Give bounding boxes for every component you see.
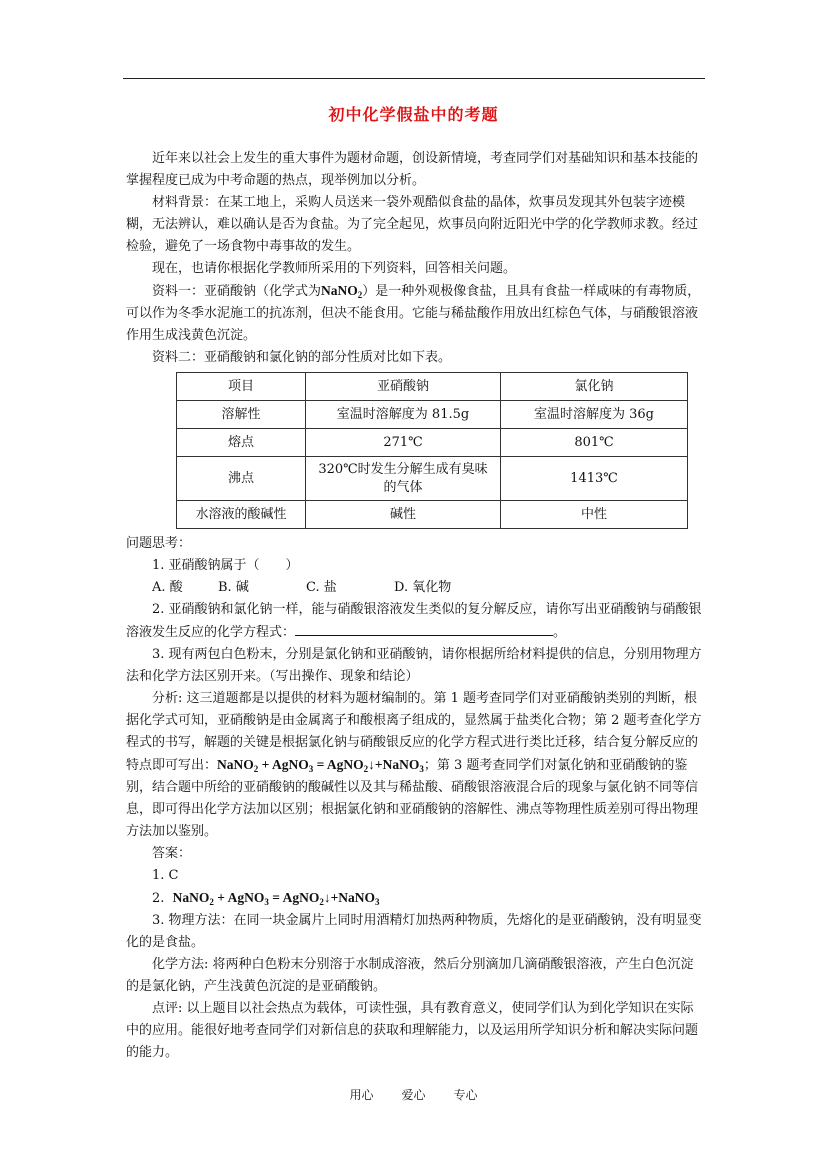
table-cell: 室温时溶解度为 36g — [501, 401, 688, 429]
comment-paragraph: 点评: 以上题目以社会热点为载体，可读性强，具有教育意义，使同学们认为到化学知识在实际中的应用。能很好地考查同学们对新信息的获取和理解能力，以及运用所学知识分析和解决实际问题的能力。 — [126, 1001, 699, 1060]
table-cell: 320℃时发生分解生成有臭味的气体 — [306, 457, 501, 501]
nano2-formula: NaNO$_2$ — [321, 283, 363, 300]
questions-heading: 问题思考： — [126, 536, 192, 551]
table-header-cell: 项目 — [177, 373, 306, 401]
footer-item: 爱心 — [401, 1088, 426, 1102]
option-b: B. 碱 — [218, 580, 249, 595]
footer-item: 专心 — [453, 1088, 478, 1102]
table-row — [177, 401, 688, 429]
table-cell: 1413℃ — [501, 457, 688, 501]
question-2: 2. 亚硝酸钠和氯化钠一样，能与硝酸银溶液发生类似的复分解反应，请你写出亚硝酸钠与硝酸银溶液发生反应的化学方程式： 。 — [126, 602, 702, 640]
table-header-cell: 氯化钠 — [501, 373, 688, 401]
question-2-text: 2. 亚硝酸钠和氯化钠一样，能与硝酸银溶液发生类似的复分解反应，请你写出亚硝酸钠与硝酸银溶液发生反应的化学方程式： — [126, 602, 702, 640]
table-row — [177, 429, 688, 457]
document-body — [126, 148, 704, 1064]
table-cell: 熔点 — [177, 429, 306, 457]
analysis-paragraph: 分析: 这三道题都是以提供的材料为题材编制的。第 1 题考查同学们对亚硝酸钠类别的判断，根据化学式可知，亚硝酸钠是由金属离子和酸根离子组成的，显然属于盐类化合物；第 2 题考查化学方程式的书写，解题的关键是根据氯化钠与硝酸银反应的化学方程式进行类比迁移，结合复分解反应的特点即可写出：NaNO$_2$ + AgNO$_3$ = AgNO$_2$↓+NaNO$_3$；第 3 题考查同学们对氯化钠和亚硝酸钠的鉴别，结合题中所给的亚硝酸钠的酸碱性以及其与稀盐酸、硝酸银溶液混合后的现象与氯化钠不同等信息，即可得出化学方法加以区别；根据氯化钠和亚硝酸钠的溶解性、沸点等物理性质差别可得出物理方法加以鉴别。 — [126, 691, 702, 839]
option-c: C. 盐 — [306, 580, 337, 595]
answer-1: 1. C — [152, 868, 179, 883]
table-cell: 室温时溶解度为 81.5g — [306, 401, 501, 429]
page-title: 初中化学假盐中的考题 — [328, 105, 499, 124]
table-cell: 水溶液的酸碱性 — [177, 501, 306, 529]
option-a: A. 酸 — [152, 580, 183, 595]
question-3: 3. 现有两包白色粉末，分别是氯化钠和亚硝酸钠，请你根据所给材料提供的信息，分别用物理方法和化学方法区别开来。（写出操作、现象和结论） — [126, 647, 702, 684]
answer-blank — [295, 621, 553, 636]
page-footer — [0, 1086, 827, 1103]
option-d: D. 氧化物 — [394, 580, 452, 595]
answer-3-chemical: 化学方法: 将两种白色粉末分别溶于水制成溶液，然后分别滴加几滴硝酸银溶液，产生白色沉淀的是氯化钠，产生浅黄色沉淀的是亚硝酸钠。 — [126, 957, 694, 994]
answer-heading: 答案： — [152, 846, 192, 861]
table-cell: 801℃ — [501, 429, 688, 457]
question-1-options — [126, 577, 704, 599]
header-rule — [123, 78, 705, 79]
footer-item: 用心 — [349, 1088, 374, 1102]
table-row — [177, 501, 688, 529]
answer-3-physical: 3. 物理方法：在同一块金属片上同时用酒精灯加热两种物质，先熔化的是亚硝酸钠，没有明显变化的是食盐。 — [126, 913, 702, 950]
reaction-equation: NaNO$_2$ + AgNO$_3$ = AgNO$_2$↓+NaNO$_3$ — [217, 757, 424, 774]
answer-2: 2. NaNO$_2$ + AgNO$_3$ = AgNO$_2$↓+NaNO$_3$ — [152, 890, 380, 907]
material1-text-end: ）是一种外观极像食盐，且具有食盐一样咸味的有毒物质，可以作为冬季水泥施工的抗冻剂，但决不能食用。它能与稀盐酸作用放出红棕色气体，与硝酸银溶液作用生成浅黄色沉淀。 — [126, 284, 701, 343]
request-paragraph: 现在，也请你根据化学教师所采用的下列资料，回答相关问题。 — [152, 261, 517, 276]
table-cell: 271℃ — [306, 429, 501, 457]
table-cell: 溶解性 — [177, 401, 306, 429]
answer-equation: NaNO$_2$ + AgNO$_3$ = AgNO$_2$↓+NaNO$_3$ — [172, 890, 380, 907]
material2-paragraph: 资料二：亚硝酸钠和氯化钠的部分性质对比如下表。 — [152, 350, 452, 365]
table-cell: 沸点 — [177, 457, 306, 501]
table-header-row — [177, 373, 688, 401]
material1-text-start: 资料一：亚硝酸钠（化学式为 — [152, 284, 322, 299]
table-cell: 碱性 — [306, 501, 501, 529]
table-cell: 中性 — [501, 501, 688, 529]
material1-paragraph — [126, 280, 704, 347]
intro-paragraph: 近年来以社会上发生的重大事件为题材命题，创设新情境，考查同学们对基础知识和基本技能的掌握程度已成为中考命题的热点，现举例加以分析。 — [126, 151, 699, 188]
question-1: 1. 亚硝酸钠属于（ ） — [152, 558, 299, 573]
table-row — [177, 457, 688, 501]
comparison-table — [176, 372, 688, 529]
table-header-cell: 亚硝酸钠 — [306, 373, 501, 401]
background-paragraph: 材料背景：在某工地上，采购人员送来一袋外观酷似食盐的晶体，炊事员发现其外包装字迹模糊，无法辨认，难以确认是否为食盐。为了完全起见，炊事员向附近阳光中学的化学教师求教。经过检验，避免了一场食物中毒事故的发生。 — [126, 195, 699, 254]
